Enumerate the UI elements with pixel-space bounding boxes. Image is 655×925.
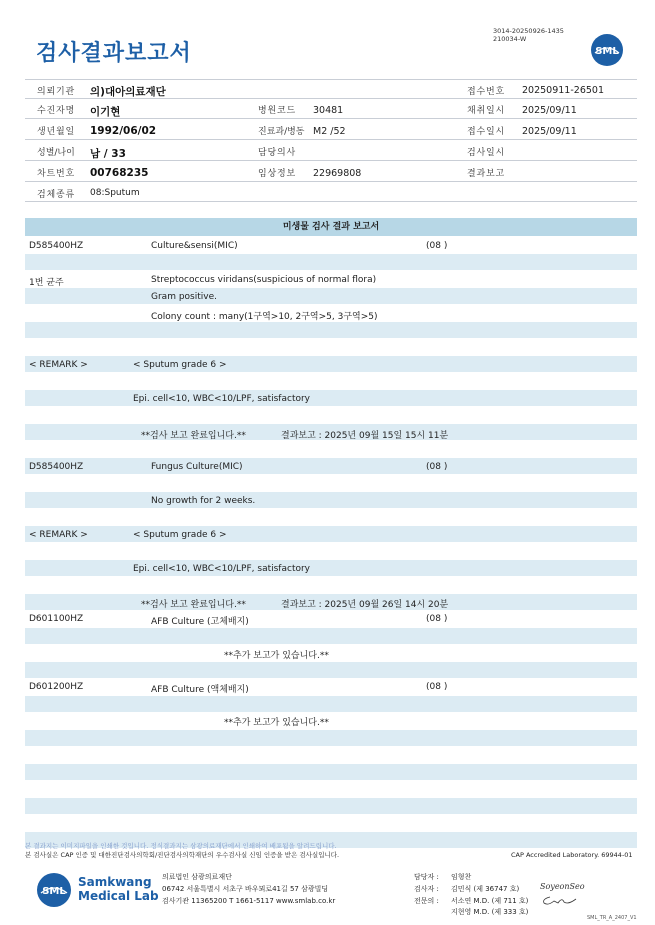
test-code: D585400HZ bbox=[29, 241, 84, 251]
document-code-line-1: 3014-20250926-1435 bbox=[493, 27, 564, 35]
row-band bbox=[25, 662, 637, 678]
sex-age-value: 남 / 33 bbox=[90, 148, 126, 160]
receipt-date-value: 2025/09/11 bbox=[522, 126, 577, 137]
report-timestamp: 결과보고 : 2025년 09월 26일 14시 20분 bbox=[281, 600, 449, 610]
specialist-2-value: 지현영 M.D. (제 333 호) bbox=[451, 908, 529, 916]
hospital-code-label: 병원코드 bbox=[258, 106, 296, 116]
specimen-code: (08 ) bbox=[426, 682, 448, 692]
row-band bbox=[25, 696, 637, 712]
manager-value: 임형찬 bbox=[451, 873, 472, 881]
sml-footer-logo-text: SML bbox=[42, 886, 66, 897]
clinical-info-value: 22969808 bbox=[313, 168, 362, 179]
institution-number: 검사기관 11365200 T 1661-5117 www.smlab.co.kr bbox=[162, 897, 336, 905]
sml-logo-text: SML bbox=[595, 46, 619, 57]
test-code: D585400HZ bbox=[29, 462, 84, 472]
birth-value: 1992/06/02 bbox=[90, 125, 157, 137]
chart-no-label: 차트번호 bbox=[37, 169, 75, 179]
document-code-line-2: 210034-W bbox=[493, 35, 527, 43]
accreditation-notice: 본 검사실은 CAP 인증 및 대한진단검사의학회/진단검사의학재단의 우수검사실 신임 인증을 받은 검사실입니다. bbox=[25, 851, 340, 859]
doctor-label: 담당의사 bbox=[258, 148, 296, 158]
row-band bbox=[25, 322, 637, 338]
remark-label: < REMARK > bbox=[29, 360, 88, 370]
row-band bbox=[25, 764, 637, 780]
brand-line-2: Medical Lab bbox=[78, 889, 159, 903]
receipt-date-label: 접수일시 bbox=[467, 127, 505, 137]
remark-detail: Epi. cell<10, WBC<10/LPF, satisfactory bbox=[133, 394, 311, 404]
specimen-code: (08 ) bbox=[426, 462, 448, 472]
header-divider bbox=[25, 139, 637, 140]
department-label: 진료과/병동 bbox=[258, 127, 305, 137]
report-title: 검사결과보고서 bbox=[36, 41, 192, 66]
department-value: M2 /52 bbox=[313, 126, 346, 137]
org-address: 06742 서울특별시 서초구 바우뫼로41길 57 삼광빌딩 bbox=[162, 885, 329, 893]
row-band bbox=[25, 628, 637, 644]
signature: SoyeonSeo bbox=[540, 882, 585, 891]
collection-date-value: 2025/09/11 bbox=[522, 105, 577, 116]
specimen-value: 08:Sputum bbox=[90, 188, 140, 198]
row-band bbox=[25, 390, 637, 406]
remark-label: < REMARK > bbox=[29, 530, 88, 540]
brand-name bbox=[78, 875, 159, 903]
sml-footer-logo bbox=[36, 872, 72, 908]
row-band bbox=[25, 288, 637, 304]
fungus-result: No growth for 2 weeks. bbox=[151, 496, 256, 506]
test-name: Fungus Culture(MIC) bbox=[151, 462, 243, 472]
specimen-label: 검체종류 bbox=[37, 190, 75, 200]
remark-detail: Epi. cell<10, WBC<10/LPF, satisfactory bbox=[133, 564, 311, 574]
brand-line-1: Samkwang bbox=[78, 875, 152, 889]
specialist-label: 전문의 : bbox=[414, 897, 439, 905]
signature-mark bbox=[540, 893, 578, 907]
receipt-no-value: 20250911-26501 bbox=[522, 85, 605, 96]
form-code: SML_TR_A_2407_V1 bbox=[587, 915, 637, 921]
manager-label: 담당자 : bbox=[414, 873, 439, 881]
row-band bbox=[25, 798, 637, 814]
strain-label: 1번 균주 bbox=[29, 278, 64, 288]
row-band bbox=[25, 254, 637, 270]
report-timestamp: 결과보고 : 2025년 09월 15일 15시 11분 bbox=[281, 431, 449, 441]
test-name: Culture&sensi(MIC) bbox=[151, 241, 238, 251]
row-band bbox=[25, 730, 637, 746]
row-band bbox=[25, 458, 637, 474]
row-band bbox=[25, 492, 637, 508]
row-band bbox=[25, 560, 637, 576]
collection-date-label: 채취일시 bbox=[467, 106, 505, 116]
specialist-1-value: 서소연 M.D. (제 711 호) bbox=[451, 897, 529, 905]
header-divider bbox=[25, 79, 637, 80]
specimen-code: (08 ) bbox=[426, 614, 448, 624]
chart-no-value: 00768235 bbox=[90, 167, 149, 179]
test-date-label: 검사일시 bbox=[467, 148, 505, 158]
result-section-title: 미생물 검사 결과 보고서 bbox=[282, 222, 380, 232]
row-band bbox=[25, 526, 637, 542]
patient-name-label: 수진자명 bbox=[37, 106, 75, 116]
header-divider bbox=[25, 181, 637, 182]
organism-name: Streptococcus viridans(suspicious of normal flora) bbox=[151, 275, 377, 285]
hospital-code-value: 30481 bbox=[313, 105, 344, 116]
gram-stain-result: Gram positive. bbox=[151, 292, 217, 302]
report-complete-note: **검사 보고 완료입니다.** bbox=[141, 600, 246, 610]
examiner-value: 김민식 (제 36747 호) bbox=[451, 885, 520, 893]
row-band bbox=[25, 356, 637, 372]
clinical-info-label: 임상정보 bbox=[258, 169, 296, 179]
test-name: AFB Culture (액체배지) bbox=[151, 685, 249, 695]
cap-accreditation: CAP Accredited Laboratory. 69944-01 bbox=[511, 851, 633, 859]
specimen-code: (08 ) bbox=[426, 241, 448, 251]
receipt-no-label: 접수번호 bbox=[467, 87, 505, 97]
birth-label: 생년월일 bbox=[37, 127, 75, 137]
test-code: D601200HZ bbox=[29, 682, 84, 692]
colony-count: Colony count : many(1구역>10, 2구역>5, 3구역>5) bbox=[151, 312, 378, 322]
sputum-grade: < Sputum grade 6 > bbox=[133, 530, 227, 540]
header-divider bbox=[25, 201, 637, 202]
test-code: D601100HZ bbox=[29, 614, 84, 624]
institution-label: 의뢰기관 bbox=[37, 87, 75, 97]
additional-report-note: **추가 보고가 있습니다.** bbox=[224, 651, 329, 661]
org-name: 의료법인 삼광의료재단 bbox=[162, 873, 232, 881]
sml-logo bbox=[590, 33, 624, 67]
document-code bbox=[493, 27, 564, 43]
report-label: 결과보고 bbox=[467, 169, 505, 179]
patient-name-value: 이기현 bbox=[90, 106, 121, 118]
additional-report-note: **추가 보고가 있습니다.** bbox=[224, 718, 329, 728]
examiner-label: 검사자 : bbox=[414, 885, 439, 893]
institution-value: 의)대아의료재단 bbox=[90, 86, 166, 98]
sex-age-label: 성별/나이 bbox=[37, 148, 75, 158]
report-complete-note: **검사 보고 완료입니다.** bbox=[141, 431, 246, 441]
sputum-grade: < Sputum grade 6 > bbox=[133, 360, 227, 370]
test-name: AFB Culture (고체배지) bbox=[151, 617, 249, 627]
print-notice: 본 결과지는 이미지파일을 인쇄한 것입니다. 정식결과지는 삼광의료재단에서 인쇄하여 배포됨을 알려드립니다. bbox=[25, 842, 337, 850]
